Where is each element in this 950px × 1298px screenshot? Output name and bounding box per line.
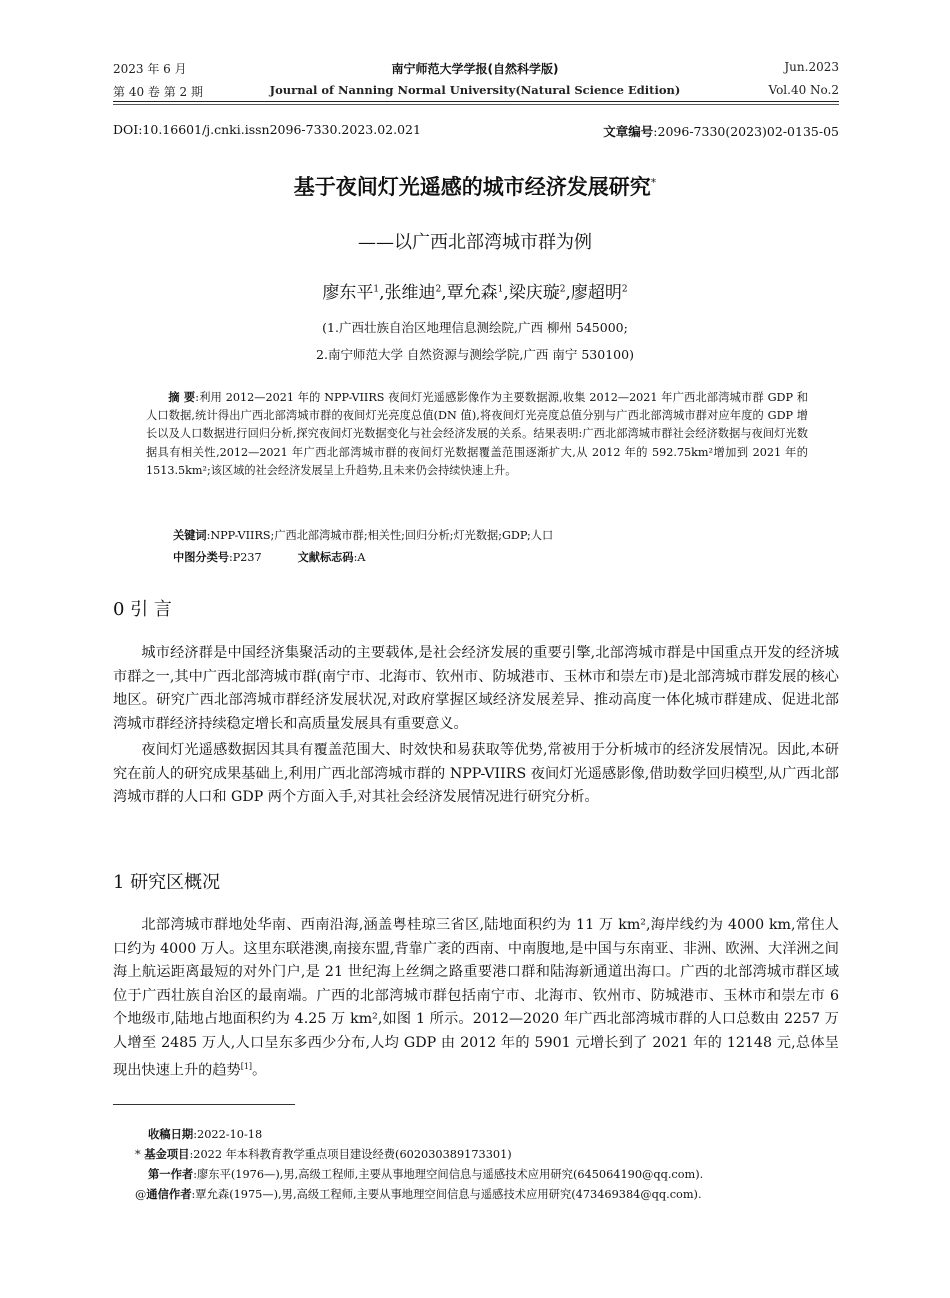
classification [173, 549, 365, 565]
corresponding-label: 通信作者 [146, 1188, 192, 1201]
received-label: 收稿日期 [148, 1128, 194, 1141]
study-area-tail: 。 [252, 1062, 267, 1079]
author-separator: , [379, 283, 385, 303]
keywords [173, 527, 553, 543]
section-heading-study-area: 1 研究区概况 [113, 872, 221, 893]
doc-code-label: 文献标志码 [297, 551, 354, 564]
abstract-label: 摘 要 [168, 391, 196, 404]
article-number-label: 文章编号 [603, 124, 654, 139]
author-affiliation-mark: 2 [621, 284, 628, 295]
first-author-label: 第一作者 [148, 1168, 194, 1181]
author-separator: , [503, 283, 509, 303]
header-date-en: Jun.2023 [784, 60, 839, 74]
author-affiliation-mark: 1 [497, 284, 504, 295]
author-name: 廖东平 [322, 283, 374, 303]
study-area-paragraph [113, 914, 839, 1083]
corresponding-mark: @ [135, 1188, 147, 1201]
footnote-corresponding [135, 1186, 702, 1202]
author-name: 梁庆璇 [508, 283, 560, 303]
fund-value: :2022 年本科教育教学重点项目建设经费(602030389173301) [189, 1148, 512, 1161]
author-name: 覃允森 [446, 283, 498, 303]
author-list [0, 278, 950, 303]
header-date-cn: 2023 年 6 月 [113, 62, 187, 76]
fund-label: 基金项目 [144, 1148, 190, 1161]
study-area-text: 北部湾城市群地处华南、西南沿海,涵盖粤桂琼三省区,陆地面积约为 11 万 km²,海岸线约为 4000 km,常住人口约为 4000 万人。这里东联港澳,南接东盟,背靠广袤的西南、中南腹地,是中国与东南亚、非洲、欧洲、大洋洲之间海上航运距离最短的对外门户,是 21 世纪海上丝绸之路重要港口群和陆海新通道出海口。广西的北部湾城市群区域位于广西壮族自治区的最南端。广西的北部湾城市群包括南宁市、北海市、钦州市、防城港市、玉林市和崇左市 6 个地级市,陆地占地面积约为 4.25 万 km²,如图 1 所示。2012—2020 年广西北部湾城市群的人口总数由 2257 万人增至 2485 万人,人口呈东多西少分布,人均 GDP 由 2012 年的 5901 元增长到了 2021 年的 12148 元,总体呈现出快速上升的趋势 [113, 917, 839, 1079]
footnote-first-author [148, 1166, 703, 1182]
header-volume-cn: 第 40 卷 第 2 期 [113, 85, 203, 99]
first-author-value: :廖东平(1976—),男,高级工程师,主要从事地理空间信息与遥感技术应用研究(645064190@qq.com). [193, 1168, 704, 1181]
affiliation-1: (1.广西壮族自治区地理信息测绘院,广西 柳州 545000; [322, 320, 628, 335]
header-rule [113, 101, 839, 102]
journal-title-cn: 南宁师范大学学报(自然科学版) [391, 62, 559, 76]
keywords-label: 关键词 [173, 529, 207, 542]
author-separator: , [441, 283, 447, 303]
abstract-text: :利用 2012—2021 年的 NPP-VIIRS 夜间灯光遥感影像作为主要数据源,收集 2012—2021 年广西北部湾城市群 GDP 和人口数据,统计得出广西北部湾城市群的夜间灯光亮度总值(DN 值),将夜间灯光亮度总值分别与广西北部湾城市群对应年度的 GDP 增长以及人口数据进行回归分析,探究夜间灯光数据变化与社会经济发展的关系。结果表明:广西北部湾城市群社会经济数据与夜间灯光数据具有相关性,2012—2021 年广西北部湾城市群的夜间灯光数据覆盖范围逐渐扩大,从 2012 年的 592.75km²增加到 2021 年的 1513.5km²;该区域的社会经济发展呈上升趋势,且未来仍会持续快速上升。 [146, 391, 808, 477]
header-rule-thin [113, 104, 839, 105]
doi: DOI:10.16601/j.cnki.issn2096-7330.2023.02.021 [113, 122, 421, 137]
fund-mark: * [135, 1148, 145, 1161]
clc-label: 中图分类号 [173, 551, 229, 564]
keywords-text: :NPP-VIIRS;广西北部湾城市群;相关性;回归分析;灯光数据;GDP;人口 [206, 529, 554, 542]
clc-value: :P237 [228, 551, 262, 564]
paper-title [0, 171, 950, 201]
footnote-rule [113, 1104, 295, 1105]
author-separator: , [565, 283, 571, 303]
paper-title-text: 基于夜间灯光遥感的城市经济发展研究 [293, 175, 651, 199]
doc-code-value: :A [353, 551, 366, 564]
intro-paragraph-2: 夜间灯光遥感数据因其具有覆盖范围大、时效快和易获取等优势,常被用于分析城市的经济发展情况。因此,本研究在前人的研究成果基础上,利用广西北部湾城市群的 NPP-VIIRS 夜间灯光遥感影像,借助数学回归模型,从广西北部湾城市群的人口和 GDP 两个方面入手,对其社会经济发展情况进行研究分析。 [113, 742, 839, 805]
abstract [146, 389, 808, 480]
author-affiliation-mark: 2 [559, 284, 566, 295]
paper-subtitle: ——以广西北部湾城市群为例 [358, 232, 592, 253]
header-volume-en: Vol.40 No.2 [768, 83, 839, 97]
citation-ref[interactable]: [1] [240, 1062, 253, 1071]
received-value: :2022-10-18 [193, 1128, 263, 1141]
author-name: 廖超明 [570, 283, 622, 303]
corresponding-value: :覃允森(1975—),男,高级工程师,主要从事地理空间信息与遥感技术应用研究(473469384@qq.com). [191, 1188, 702, 1201]
author-affiliation-mark: 2 [435, 284, 442, 295]
author-affiliation-mark: 1 [373, 284, 380, 295]
intro-paragraph-1: 城市经济群是中国经济集聚活动的主要载体,是社会经济发展的重要引擎,北部湾城市群是中国重点开发的经济城市群之一,其中广西北部湾城市群(南宁市、北海市、钦州市、防城港市、玉林市和崇左市)是北部湾城市群发展的核心地区。研究广西北部湾城市群经济发展状况,对政府掌握区域经济发展差异、推动高度一体化城市群建成、促进北部湾城市群经济持续稳定增长和高质量发展具有重要意义。 [113, 645, 839, 732]
author-name: 张维迪 [384, 283, 436, 303]
journal-title-en: Journal of Nanning Normal University(Natural Science Edition) [269, 83, 681, 97]
footnote-received [148, 1126, 262, 1142]
footnote-fund [135, 1146, 512, 1162]
article-number [603, 122, 839, 140]
article-number-value: :2096-7330(2023)02-0135-05 [653, 124, 839, 139]
affiliation-2: 2.南宁师范大学 自然资源与测绘学院,广西 南宁 530100) [316, 347, 634, 362]
title-footnote-mark: * [650, 176, 657, 189]
section-heading-intro: 0 引 言 [113, 599, 172, 620]
